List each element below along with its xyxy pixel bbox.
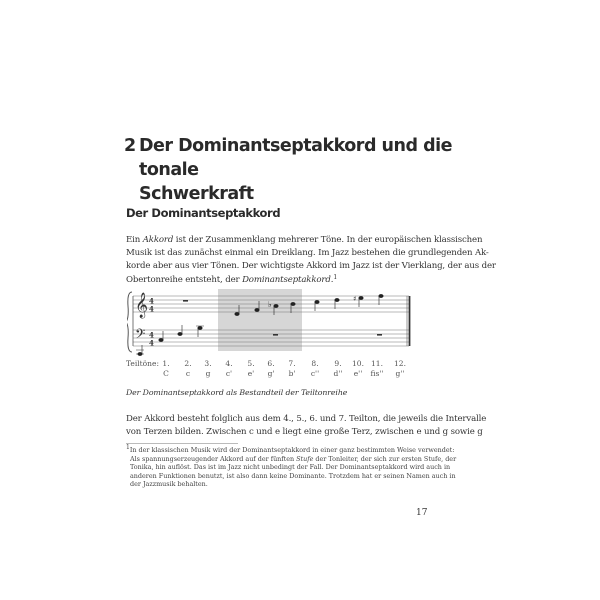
svg-text:4: 4 bbox=[149, 304, 154, 314]
footnote-line: $^1$In der klassischen Musik wird der Dominantseptakkord in einer ganz bestimmten Weise verwendet: bbox=[126, 444, 455, 454]
paragraph-line: von Terzen bilden. Zwischen c und e liegt eine große Terz, zwischen e und g sowie g bbox=[126, 427, 483, 438]
chapter-title-line2: Schwerkraft bbox=[139, 184, 254, 204]
footnote-marker: 1 bbox=[126, 444, 130, 451]
partial-8: 8. c'' bbox=[310, 359, 320, 378]
partial-9: 9. d'' bbox=[333, 359, 343, 378]
body-paragraph bbox=[126, 413, 487, 439]
partial-10: 10. e'' bbox=[352, 359, 364, 378]
partial-3: 3. g bbox=[204, 359, 212, 378]
partial-7: 7. b' bbox=[288, 359, 296, 378]
paragraph-line: Der Akkord besteht folglich aus dem 4., 5., 6. und 7. Teilton, die jeweils die Intervalle bbox=[126, 414, 487, 424]
footnote-line: Als spannungserzeugender Akkord auf der fünften Stufe der Tonleiter, der sich zur ersten Stufe, der bbox=[130, 454, 457, 463]
paragraph-line: Ein Akkord ist der Zusammenklang mehrerer Töne. In der europäischen klassischen bbox=[126, 235, 483, 245]
partial-5: 5. e' bbox=[247, 359, 255, 378]
footnote-divider bbox=[126, 443, 238, 444]
paragraph-line: Obertonreihe entsteht, der Dominantseptakkord.$^1$ bbox=[126, 273, 337, 285]
partial-6: 6. g' bbox=[267, 359, 275, 378]
time-signature-bass: 4 bbox=[149, 330, 154, 340]
partial-11: 11. fis'' bbox=[370, 359, 384, 378]
section-heading: Der Dominantseptakkord bbox=[126, 206, 281, 220]
flat-icon: ♭ bbox=[268, 300, 272, 309]
treble-clef-icon: 𝄞 bbox=[135, 293, 149, 318]
chapter-title-text bbox=[139, 134, 499, 206]
svg-text:4: 4 bbox=[149, 338, 154, 348]
overtone-series-score bbox=[127, 288, 417, 358]
partial-2: 2. c bbox=[184, 359, 192, 378]
sharp-icon: ♯ bbox=[353, 295, 357, 303]
partial-4: 4. c' bbox=[225, 359, 233, 378]
partials-label: Teiltöne: bbox=[126, 359, 159, 368]
time-signature-treble: 4 bbox=[149, 296, 154, 306]
brace-icon bbox=[127, 292, 132, 352]
figure-caption: Der Dominantseptakkord als Bestandteil der Teiltonreihe bbox=[126, 388, 348, 397]
term-akkord: Akkord bbox=[142, 235, 174, 245]
paragraph-line: korde aber aus vier Tönen. Der wichtigste Akkord im Jazz ist der Vierklang, der aus der bbox=[126, 261, 496, 272]
whole-rest-bass-11 bbox=[377, 334, 382, 336]
partials-table bbox=[126, 359, 426, 381]
whole-rest-treble bbox=[183, 300, 188, 302]
footnote-line: der Jazzmusik behalten. bbox=[130, 480, 208, 489]
bass-notes bbox=[136, 325, 204, 356]
chapter-title-line1: Der Dominantseptakkord und die tonale bbox=[139, 136, 452, 180]
partial-1: 1. C bbox=[162, 359, 170, 378]
chapter-number: 2 bbox=[124, 136, 136, 156]
footnote-line: Tonika, hin auflöst. Das ist im Jazz nicht unbedingt der Fall. Der Dominantseptakkord wird auch in bbox=[130, 463, 451, 472]
bass-clef-icon: 𝄢 bbox=[135, 326, 146, 345]
paragraph-line: Musik ist das zunächst einmal ein Dreiklang. Im Jazz bestehen die grundlegenden Ak- bbox=[126, 248, 489, 259]
term-dominantseptakkord: Dominantseptakkord. bbox=[242, 274, 334, 285]
intro-paragraph bbox=[126, 234, 496, 287]
whole-rest-bass-7 bbox=[273, 334, 278, 336]
term-stufe: Stufe bbox=[296, 454, 314, 463]
footnote-reference[interactable]: 1 bbox=[333, 273, 337, 281]
partial-12: 12. g'' bbox=[394, 359, 406, 378]
page-number: 17 bbox=[416, 508, 428, 518]
footnote-line: anderen Funktionen benutzt, ist also dann keine Dominante. Trotzdem hat er seinen Namen auch in bbox=[130, 471, 456, 480]
footnote bbox=[126, 444, 457, 489]
